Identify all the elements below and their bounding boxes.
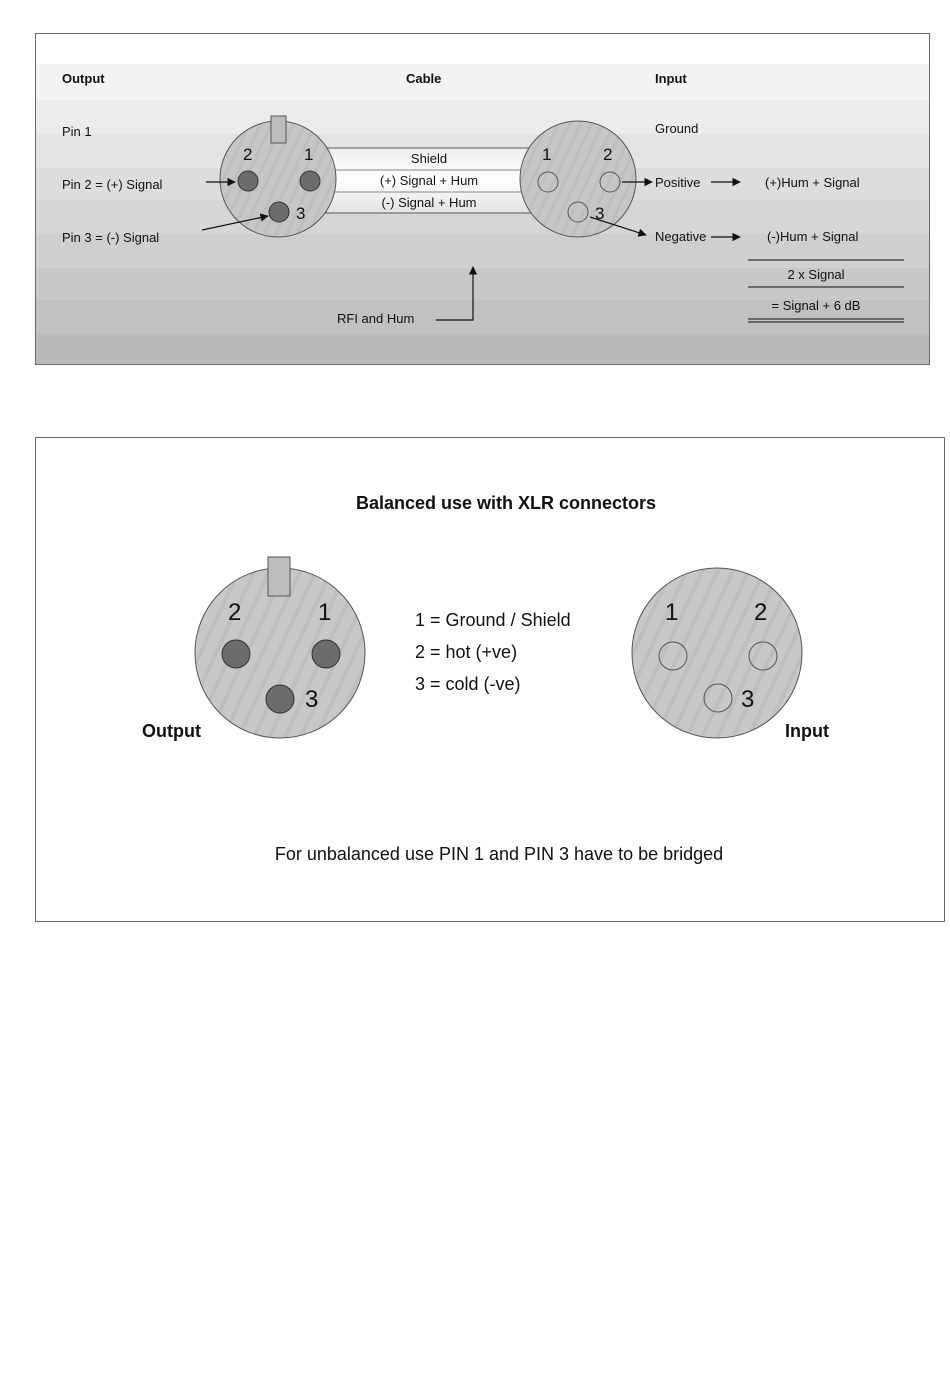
- top-output-pin-number-2: 2: [243, 145, 253, 164]
- xlr-output-pin-number-2: 2: [228, 599, 242, 626]
- output-pin-2: [238, 171, 258, 191]
- result-sum: 2 x Signal: [787, 267, 845, 282]
- label-ground: Ground: [655, 121, 699, 136]
- header-input: Input: [655, 71, 687, 86]
- xlr-output-pin-3: [266, 685, 294, 713]
- result-final: = Signal + 6 dB: [771, 298, 861, 313]
- xlr-title: Balanced use with XLR connectors: [355, 493, 657, 513]
- xlr-input-pin-number-1: 1: [665, 599, 679, 626]
- cable-label-shield: Shield: [410, 151, 448, 166]
- legend-pin2: 2 = hot (+ve): [415, 642, 518, 662]
- top-input-pin-number-3: 3: [595, 204, 605, 223]
- label-negative: Negative: [655, 229, 707, 244]
- header-cable: Cable: [406, 71, 442, 86]
- xlr-output-pin-1: [312, 640, 340, 668]
- label-pin3: Pin 3 = (-) Signal: [62, 230, 160, 245]
- label-pin2: Pin 2 = (+) Signal: [62, 177, 163, 192]
- top-input-pin-number-2: 2: [603, 145, 613, 164]
- label-pin1: Pin 1: [62, 124, 92, 139]
- xlr-input-pin-number-3: 3: [741, 686, 755, 713]
- output-pin-1: [300, 171, 320, 191]
- xlr-input-label: Input: [785, 721, 829, 741]
- input-connector-body: [520, 121, 636, 237]
- unbalanced-note: For unbalanced use PIN 1 and PIN 3 have to be bridged: [274, 844, 724, 864]
- top-output-pin-number-3: 3: [296, 204, 306, 223]
- output-connector-key: [271, 116, 286, 143]
- xlr-output-label: Output: [142, 721, 201, 741]
- xlr-input-pin-number-2: 2: [754, 599, 768, 626]
- arrow-rfi: [436, 267, 473, 320]
- top-input-pin-number-1: 1: [542, 145, 552, 164]
- header-output: Output: [62, 71, 105, 86]
- signal-flow-graphics: [36, 34, 931, 366]
- xlr-output-key: [268, 557, 290, 596]
- result-positive: (+)Hum + Signal: [765, 175, 860, 190]
- signal-flow-diagram: [35, 33, 930, 365]
- cable-label-minus: (-) Signal + Hum: [381, 195, 477, 210]
- output-pin-3: [269, 202, 289, 222]
- legend-pin1: 1 = Ground / Shield: [415, 610, 571, 630]
- xlr-output-pin-number-1: 1: [318, 599, 332, 626]
- legend-pin3: 3 = cold (-ve): [415, 674, 521, 694]
- xlr-output-pin-number-3: 3: [305, 686, 319, 713]
- result-negative: (-)Hum + Signal: [767, 229, 859, 244]
- xlr-pinout-diagram: [35, 437, 945, 922]
- label-positive: Positive: [655, 175, 701, 190]
- top-output-pin-number-1: 1: [304, 145, 314, 164]
- xlr-output-pin-2: [222, 640, 250, 668]
- label-rfi-hum: RFI and Hum: [337, 311, 415, 326]
- cable-label-plus: (+) Signal + Hum: [379, 173, 479, 188]
